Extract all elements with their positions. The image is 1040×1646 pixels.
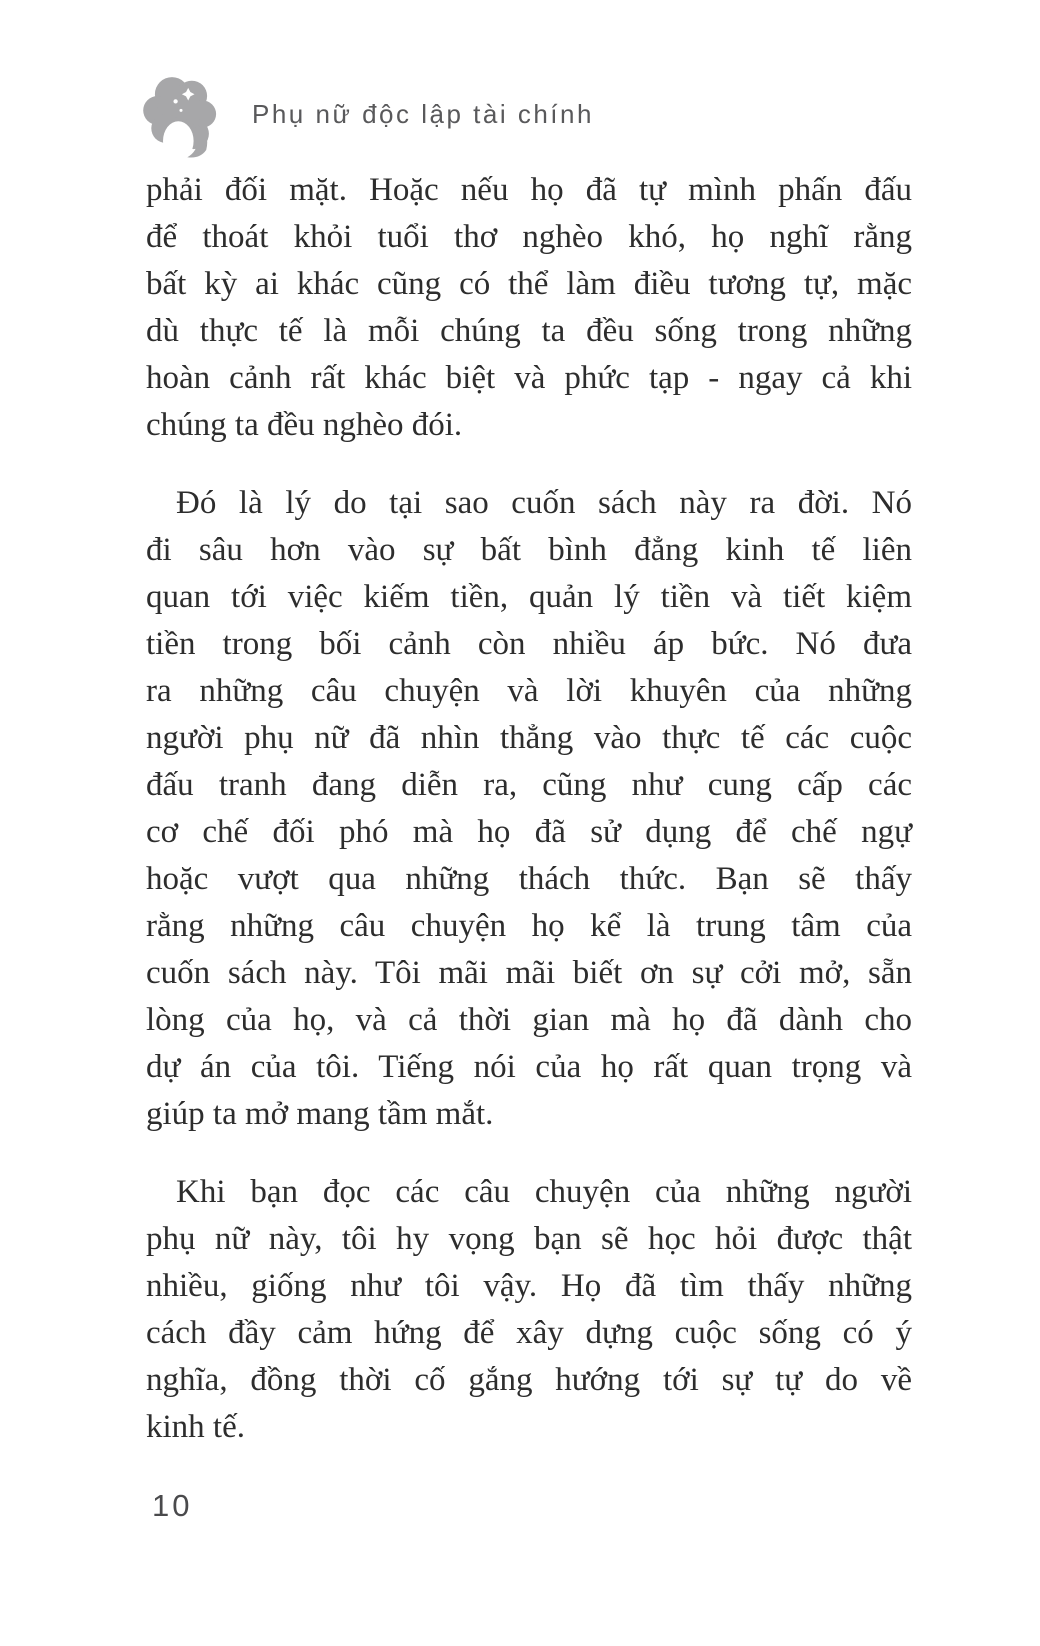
text-line: đấu tranh đang diễn ra, cũng như cung cấp các bbox=[146, 767, 912, 803]
text-line: nghĩa, đồng thời cố gắng hướng tới sự tự do về bbox=[146, 1362, 912, 1398]
text-line: cuốn sách này. Tôi mãi mãi biết ơn sự cởi mở, sẵn bbox=[146, 955, 912, 991]
text-line: Khi bạn đọc các câu chuyện của những người bbox=[176, 1174, 912, 1210]
page-body bbox=[146, 167, 912, 1451]
text-line: phải đối mặt. Hoặc nếu họ đã tự mình phấn đấu bbox=[146, 172, 912, 208]
text-line: kinh tế. bbox=[146, 1409, 245, 1445]
running-head-title: Phụ nữ độc lập tài chính bbox=[252, 98, 594, 129]
text-line: đi sâu hơn vào sự bất bình đẳng kinh tế liên bbox=[146, 532, 912, 568]
text-line: hoàn cảnh rất khác biệt và phức tạp - ngay cả khi bbox=[146, 360, 912, 396]
text-line: người phụ nữ đã nhìn thẳng vào thực tế các cuộc bbox=[146, 720, 912, 756]
page-header bbox=[136, 68, 594, 160]
woman-silhouette-icon bbox=[136, 68, 226, 160]
text-line: hoặc vượt qua những thách thức. Bạn sẽ thấy bbox=[146, 861, 912, 897]
text-line: ra những câu chuyện và lời khuyên của những bbox=[146, 673, 912, 709]
text-line: chúng ta đều nghèo đói. bbox=[146, 407, 463, 443]
text-line: rằng những câu chuyện họ kể là trung tâm của bbox=[146, 908, 912, 944]
paragraph bbox=[146, 1169, 912, 1451]
text-line: quan tới việc kiếm tiền, quản lý tiền và tiết kiệm bbox=[146, 579, 912, 615]
text-line: bất kỳ ai khác cũng có thể làm điều tương tự, mặc bbox=[146, 266, 912, 302]
text-line: Đó là lý do tại sao cuốn sách này ra đời. Nó bbox=[176, 485, 912, 521]
text-line: phụ nữ này, tôi hy vọng bạn sẽ học hỏi được thật bbox=[146, 1221, 912, 1257]
text-line: nhiều, giống như tôi vậy. Họ đã tìm thấy những bbox=[146, 1268, 912, 1304]
text-line: cách đầy cảm hứng để xây dựng cuộc sống có ý bbox=[146, 1315, 912, 1351]
page-number: 10 bbox=[152, 1488, 193, 1523]
text-line: giúp ta mở mang tầm mắt. bbox=[146, 1096, 494, 1132]
paragraph bbox=[146, 167, 912, 449]
text-line: tiền trong bối cảnh còn nhiều áp bức. Nó đưa bbox=[146, 626, 912, 662]
text-line: cơ chế đối phó mà họ đã sử dụng để chế ngự bbox=[146, 814, 912, 850]
text-line: dự án của tôi. Tiếng nói của họ rất quan trọng và bbox=[146, 1049, 912, 1085]
paragraph bbox=[146, 480, 912, 1138]
text-line: để thoát khỏi tuổi thơ nghèo khó, họ nghĩ rằng bbox=[146, 219, 912, 255]
text-line: dù thực tế là mỗi chúng ta đều sống trong những bbox=[146, 313, 912, 349]
text-line: lòng của họ, và cả thời gian mà họ đã dành cho bbox=[146, 1002, 912, 1038]
